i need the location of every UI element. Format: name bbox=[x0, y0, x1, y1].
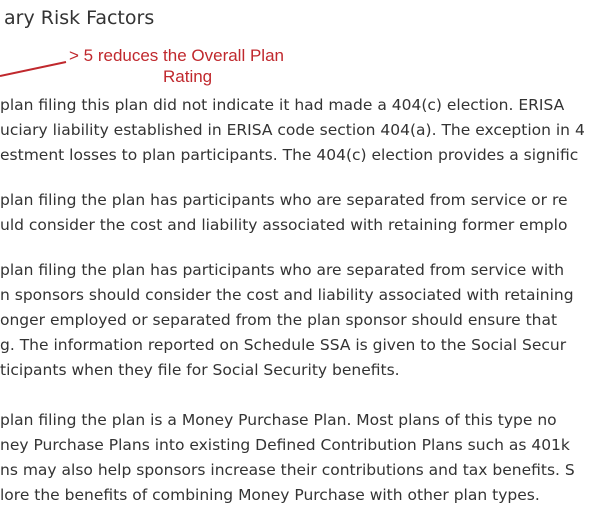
section-heading: ary Risk Factors bbox=[4, 7, 155, 29]
paragraph-4-line-1: plan filing the plan is a Money Purchase Plan. Most plans of this type no bbox=[0, 411, 557, 429]
paragraph-3-line-3: onger employed or separated from the plan sponsor should ensure that bbox=[0, 311, 558, 329]
paragraph-4-line-3: ns may also help sponsors increase their contributions and tax benefits. S bbox=[0, 461, 575, 479]
annotation-line-1: > 5 reduces the Overall Plan bbox=[69, 46, 284, 65]
paragraph-3-line-2: n sponsors should consider the cost and liability associated with retaining bbox=[0, 286, 574, 304]
paragraph-3-line-4: g. The information reported on Schedule SSA is given to the Social Secur bbox=[0, 336, 567, 354]
paragraph-1-line-2: uciary liability established in ERISA code section 404(a). The exception in 4 bbox=[0, 121, 585, 139]
annotation-line-2: Rating bbox=[163, 67, 213, 86]
paragraph-2-line-1: plan filing the plan has participants who are separated from service or re bbox=[0, 191, 568, 209]
paragraph-1-line-3: estment losses to plan participants. The 404(c) election provides a signific bbox=[0, 146, 579, 164]
paragraph-4-line-2: ney Purchase Plans into existing Defined Contribution Plans such as 401k bbox=[0, 436, 570, 454]
paragraph-1-line-1: plan filing this plan did not indicate it had made a 404(c) election. ERISA bbox=[0, 96, 565, 114]
paragraph-4-line-4: lore the benefits of combining Money Purchase with other plan types. bbox=[0, 486, 540, 504]
paragraph-3-line-1: plan filing the plan has participants who are separated from service with bbox=[0, 261, 565, 279]
paragraph-3-line-5: ticipants when they file for Social Security benefits. bbox=[0, 361, 400, 379]
annotation-arrow bbox=[0, 52, 70, 92]
paragraph-2-line-2: uld consider the cost and liability associated with retaining former emplo bbox=[0, 216, 568, 234]
